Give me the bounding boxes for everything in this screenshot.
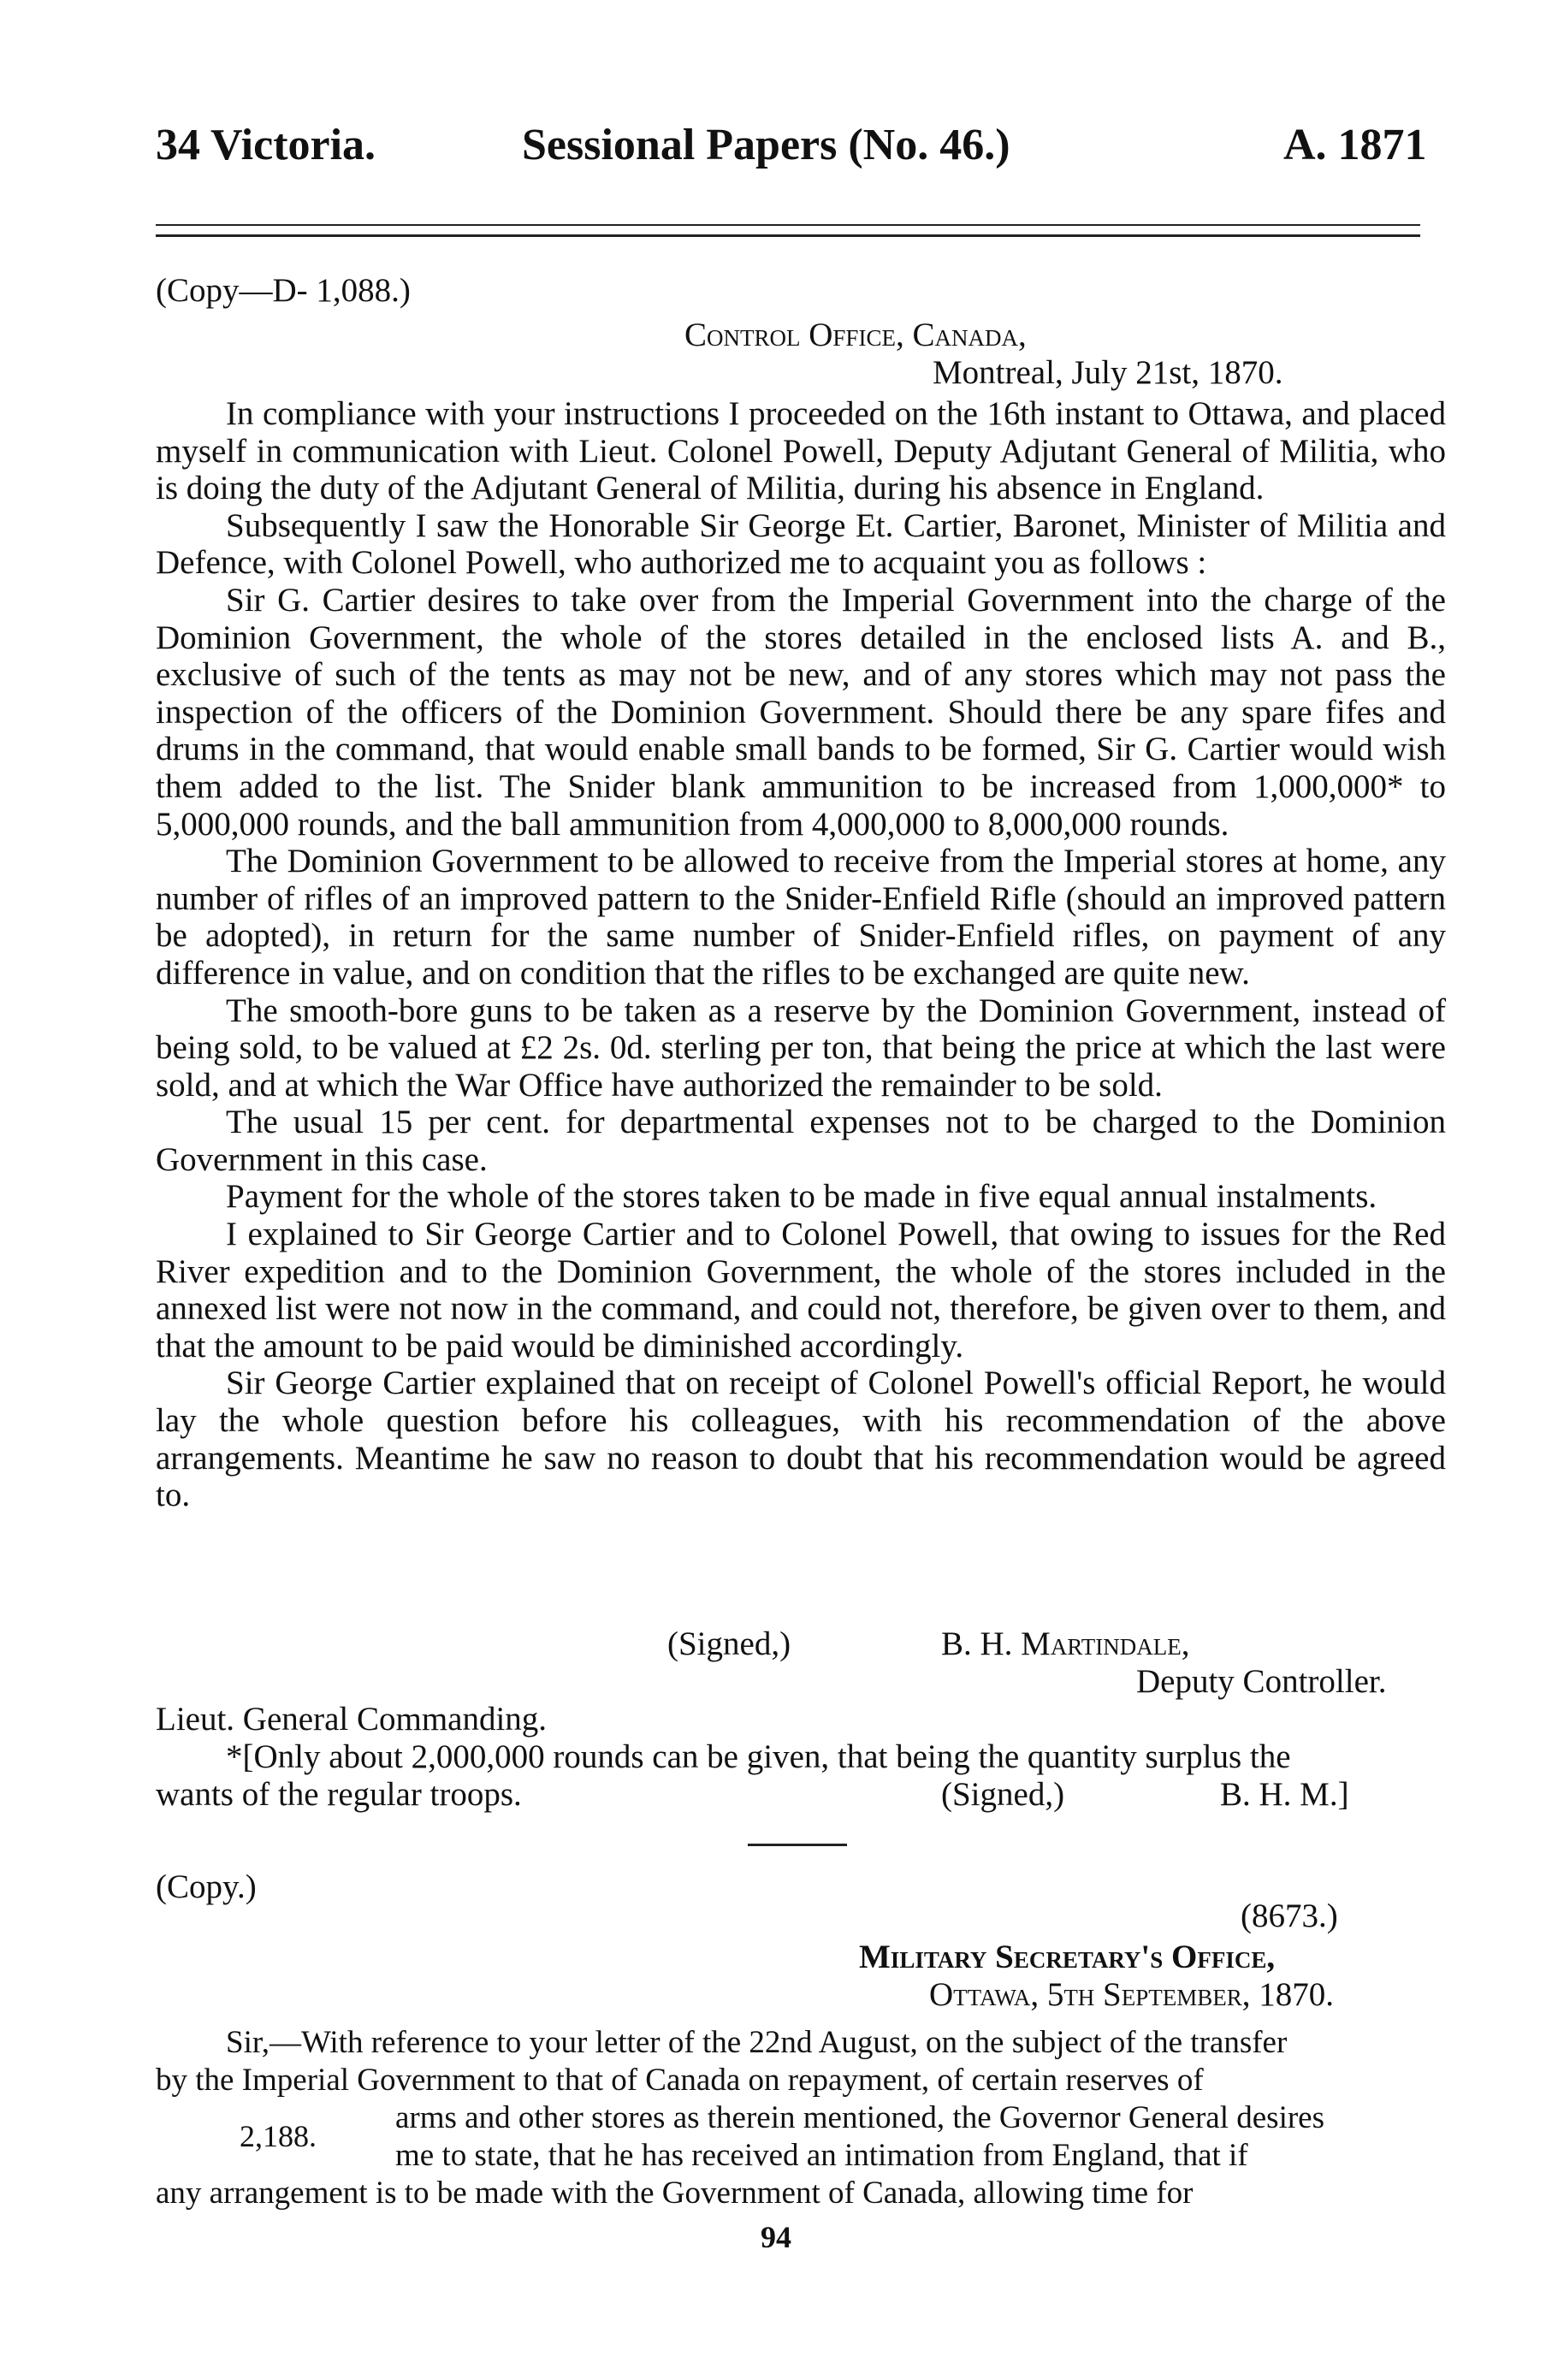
paragraph: The smooth-bore guns to be taken as a reserve by the Dominion Government, instead of being sold, to be valued at £2 2s. 0d. sterling per ton, that being the price at which the last were sold, and at which the War Office have authorized the remainder to be sold. (156, 992, 1446, 1104)
signer-name: B. H. Martindale, (941, 1625, 1190, 1662)
margin-note: 2,188. (240, 2119, 317, 2153)
letter2-place-date: Ottawa, 5th September, 1870. (929, 1976, 1335, 2013)
letter2-line1: Sir,—With reference to your letter of the 22nd August, on the subject of the transfer (226, 2025, 1288, 2060)
footnote-initials: B. H. M.] (1220, 1776, 1349, 1813)
paragraph: Sir G. Cartier desires to take over from the Imperial Government into the charge of the Dominion Government, the whole of the stores detailed in the enclosed lists A. and B., exclusive of such of the tents as may not be new, and of any stores which may not pass the inspection of the officers of the Dominion Government. Should there be any spare fifes and drums in the command, that would enable small bands to be formed, Sir G. Cartier would wish them added to the list. The Snider blank ammunition to be increased from 1,000,000* to 5,000,000 rounds, and the ball ammunition from 4,000,000 to 8,000,000 rounds. (156, 581, 1446, 843)
header-volume: 34 Victoria. (156, 121, 376, 169)
letter2-line5: any arrangement is to be made with the Government of Canada, allowing time for (156, 2176, 1194, 2211)
header-year: A. 1871 (1283, 121, 1427, 169)
header-title: Sessional Papers (No. 46.) (522, 121, 1010, 169)
header-rule-thick (156, 234, 1420, 237)
header-rule-thin (156, 224, 1420, 226)
section-separator (748, 1844, 847, 1846)
letter2-line4: me to state, that he has received an intimation from England, that if (395, 2138, 1248, 2173)
letter2-ref: (Copy.) (156, 1868, 257, 1905)
letter2-line2: by the Imperial Government to that of Canada on repayment, of certain reserves of (156, 2063, 1204, 2098)
paragraph: In compliance with your instructions I proceeded on the 16th instant to Ottawa, and placed myself in communication with Lieut. Colonel Powell, Deputy Adjutant General of Militia, who is doing the duty of the Adjutant General of Militia, during his absence in England. (156, 395, 1446, 507)
paragraph: Sir George Cartier explained that on receipt of Colonel Powell's official Report, he would lay the whole question before his colleagues, with his recommendation of the above arrangements. Meantime he saw no reason to doubt that his recommendation would be agreed to. (156, 1365, 1446, 1514)
letter1-place-date: Montreal, July 21st, 1870. (933, 354, 1283, 391)
letter2-number: (8673.) (1241, 1897, 1338, 1934)
paragraph: The Dominion Government to be allowed to receive from the Imperial stores at home, any number of rifles of an improved pattern to the Snider-Enfield Rifle (should an improved pattern be adopted), in return for the same number of Snider-Enfield rifles, on payment of any difference in value, and on condition that the rifles to be exchanged are quite new. (156, 843, 1446, 992)
footnote-line2: wants of the regular troops. (156, 1776, 522, 1813)
page-number: 94 (761, 2220, 791, 2254)
footnote-signed: (Signed,) (941, 1776, 1065, 1813)
letter2-line3: arms and other stores as therein mentioned, the Governor General desires (395, 2100, 1324, 2135)
letter2-office: Military Secretary's Office, (859, 1939, 1276, 1975)
footnote-line1: *[Only about 2,000,000 rounds can be given, that being the quantity surplus the (226, 1738, 1291, 1775)
paragraph: Payment for the whole of the stores taken to be made in five equal annual instalments. (226, 1178, 1377, 1216)
letter1-body (156, 395, 1446, 1514)
paragraph: The usual 15 per cent. for departmental expenses not to be charged to the Dominion Government in this case. (156, 1104, 1446, 1178)
addressee: Lieut. General Commanding. (156, 1701, 548, 1738)
signer-title: Deputy Controller. (1136, 1663, 1387, 1700)
page-header (0, 120, 1552, 188)
letter1-office: Control Office, Canada, (684, 317, 1027, 353)
paragraph: I explained to Sir George Cartier and to Colonel Powell, that owing to issues for the Red River expedition and to the Dominion Government, the whole of the stores included in the annexed list were not now in the command, and could not, therefore, be given over to them, and that the amount to be paid would be diminished accordingly. (156, 1216, 1446, 1365)
letter1-ref: (Copy—D- 1,088.) (156, 272, 411, 309)
paragraph: Subsequently I saw the Honorable Sir George Et. Cartier, Baronet, Minister of Militia and Defence, with Colonel Powell, who authorized me to acquaint you as follows : (156, 506, 1446, 582)
signed-label: (Signed,) (667, 1625, 791, 1662)
